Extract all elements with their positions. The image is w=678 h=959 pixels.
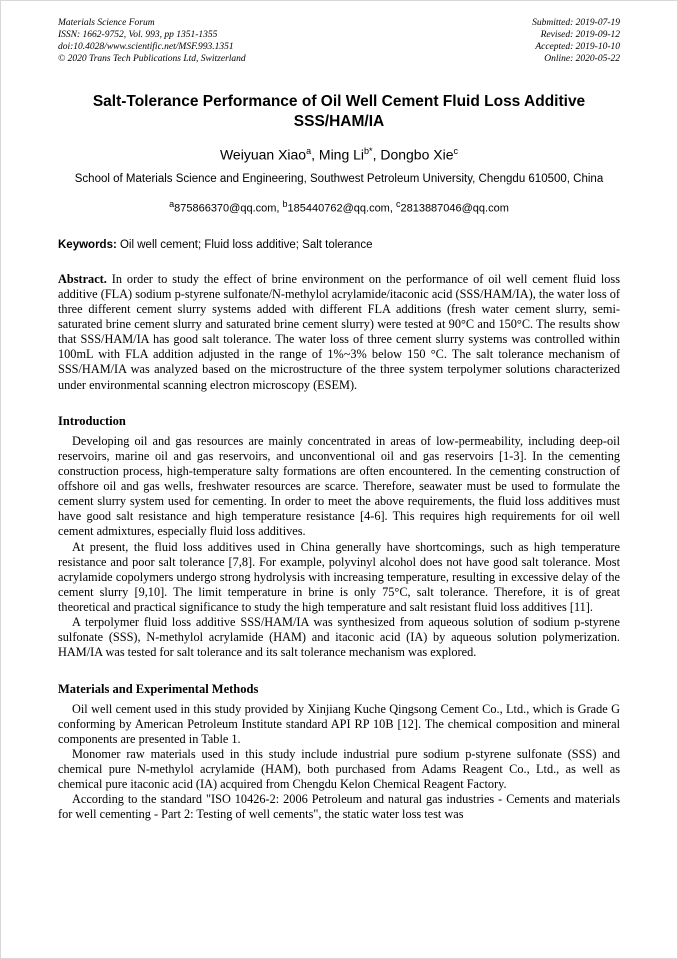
abstract-paragraph <box>58 272 620 393</box>
date-accepted: Accepted: 2019-10-10 <box>535 42 620 53</box>
paper-title <box>58 92 620 132</box>
author-1-affiliation-mark: a <box>306 145 312 156</box>
section-introduction <box>58 414 620 661</box>
date-submitted: Submitted: 2019-07-19 <box>532 18 620 28</box>
introduction-paragraph-3: A terpolymer fluid loss additive SSS/HAM/IA was synthesized from aqueous solution of sodium p-styrene sulfonate (SSS), N-methylol acrylamide (HAM) and itaconic acid (IA) by aqueous solution polymerization. HAM/IA was tested for salt tolerance and its salt tolerance mechanism was explored. <box>58 615 620 660</box>
date-online: Online: 2020-05-22 <box>544 54 620 65</box>
submission-dates <box>532 17 620 66</box>
author-2-name: , Ming Li <box>311 146 365 163</box>
section-materials-methods-heading: Materials and Experimental Methods <box>58 681 259 696</box>
keywords-label: Keywords: <box>58 238 117 251</box>
email-3-mark: c <box>395 199 401 210</box>
email-2-address: 185440762@qq.com, <box>287 202 396 215</box>
materials-paragraph-1: Oil well cement used in this study provided by Xinjiang Kuche Qingsong Cement Co., Ltd., which is Grade G conforming by American Petroleum Institute standard API RP 10B [12]. The chemical composition and mineral components are presented in Table 1. <box>58 701 620 746</box>
email-1-mark: a <box>169 199 175 210</box>
journal-copyright: © 2020 Trans Tech Publications Ltd, Switzerland <box>58 54 246 65</box>
emails-line <box>58 199 620 215</box>
journal-issn-volume: ISSN: 1662-9752, Vol. 993, pp 1351-1355 <box>58 30 218 41</box>
author-3-affiliation-mark: c <box>453 145 459 156</box>
materials-paragraph-2: Monomer raw materials used in this study include industrial pure sodium p-styrene sulfonate (SSS) and chemical pure N-methylol acrylamide (HAM), both purchased from Adams Reagent Co., Ltd., as well as chemical pure itaconic acid (IA) acquired from Chengdu Kelon Chemical Reagent Factory. <box>58 746 620 792</box>
journal-header <box>58 17 620 66</box>
affiliation-line: School of Materials Science and Engineering, Southwest Petroleum University, Chengdu 610500, China <box>74 172 604 185</box>
section-materials-methods <box>58 682 620 823</box>
introduction-paragraph-2: At present, the fluid loss additives used in China generally have shortcomings, such as high temperature resistance and poor salt tolerance [7,8]. For example, polyvinyl alcohol does not have good salt tolerance. Most acrylamide copolymers undergo strong hydrolysis with increasing temperature, resulting in excessive delay of the cement slurry [9,10]. The limit temperature in brine is only 75°C, salt tolerance. Therefore, it is of great theoretical and practical significance to study the high temperature and salt resistant fluid loss additives [11]. <box>58 539 620 615</box>
email-3-address: 2813887046@qq.com <box>400 202 509 215</box>
date-revised: Revised: 2019-09-12 <box>540 30 620 41</box>
email-2-mark: b <box>282 199 288 210</box>
author-2-affiliation-mark: b* <box>364 145 373 156</box>
journal-doi: doi:10.4028/www.scientific.net/MSF.993.1351 <box>58 42 234 53</box>
keywords-text: Oil well cement; Fluid loss additive; Salt tolerance <box>116 238 373 251</box>
journal-info <box>58 17 246 66</box>
materials-paragraph-3: According to the standard "ISO 10426-2: 2006 Petroleum and natural gas industries - Cements and materials for well cementing - Part 2: Testing of well cements", the static water loss test was <box>58 792 620 822</box>
author-3-name: , Dongbo Xie <box>372 146 454 163</box>
paper-title-line2: SSS/HAM/IA <box>293 112 385 130</box>
authors-line <box>58 146 620 163</box>
section-introduction-heading: Introduction <box>58 413 126 428</box>
abstract-label: Abstract. <box>58 271 107 286</box>
paper-title-line1: Salt-Tolerance Performance of Oil Well Cement Fluid Loss Additive <box>92 92 586 110</box>
journal-name: Materials Science Forum <box>58 18 155 28</box>
abstract-text: In order to study the effect of brine environment on the performance of oil well cement fluid loss additive (FLA) sodium p-styrene sulfonate/N-methylol acrylamide/itaconic acid (SSS/HAM/IA), the water loss of three different cement slurry systems added with different FLA additions (fresh water cement slurry, semi-saturated brine cement slurry and saturated brine cement slurry) were tested at 90°C and 150°C. The results show that SSS/HAM/IA has good salt tolerance. The water loss of three cement slurry systems was controlled within 100mL with FLA addition adjusted in the range of 1%~3% below 150 °C. The salt tolerance mechanism of SSS/HAM/IA was analyzed based on the microstructure of the three system terpolymer solutions characterized under environmental scanning electron microscopy (ESEM). <box>58 271 620 392</box>
introduction-paragraph-1: Developing oil and gas resources are mainly concentrated in areas of low-permeability, including deep-oil reservoirs, marine oil and gas reservoirs, and unconventional oil and gas reservoirs [1-3]. In the cementing construction process, high-temperature salty formations are often encountered. In the cementing construction of offshore oil and gas wells, freshwater resources are scarce. Therefore, seawater must be used to formulate the cement slurry system used for cementing. In order to meet the above requirements, the fluid loss additives must have good salt resistance and high temperature resistance [4-6]. This requires high requirements for oil well cement admixtures, especially fluid loss additives. <box>58 433 620 539</box>
author-1-name: Weiyuan Xiao <box>219 146 307 163</box>
email-1-address: 875866370@qq.com, <box>174 202 283 215</box>
keywords-line <box>58 239 620 251</box>
